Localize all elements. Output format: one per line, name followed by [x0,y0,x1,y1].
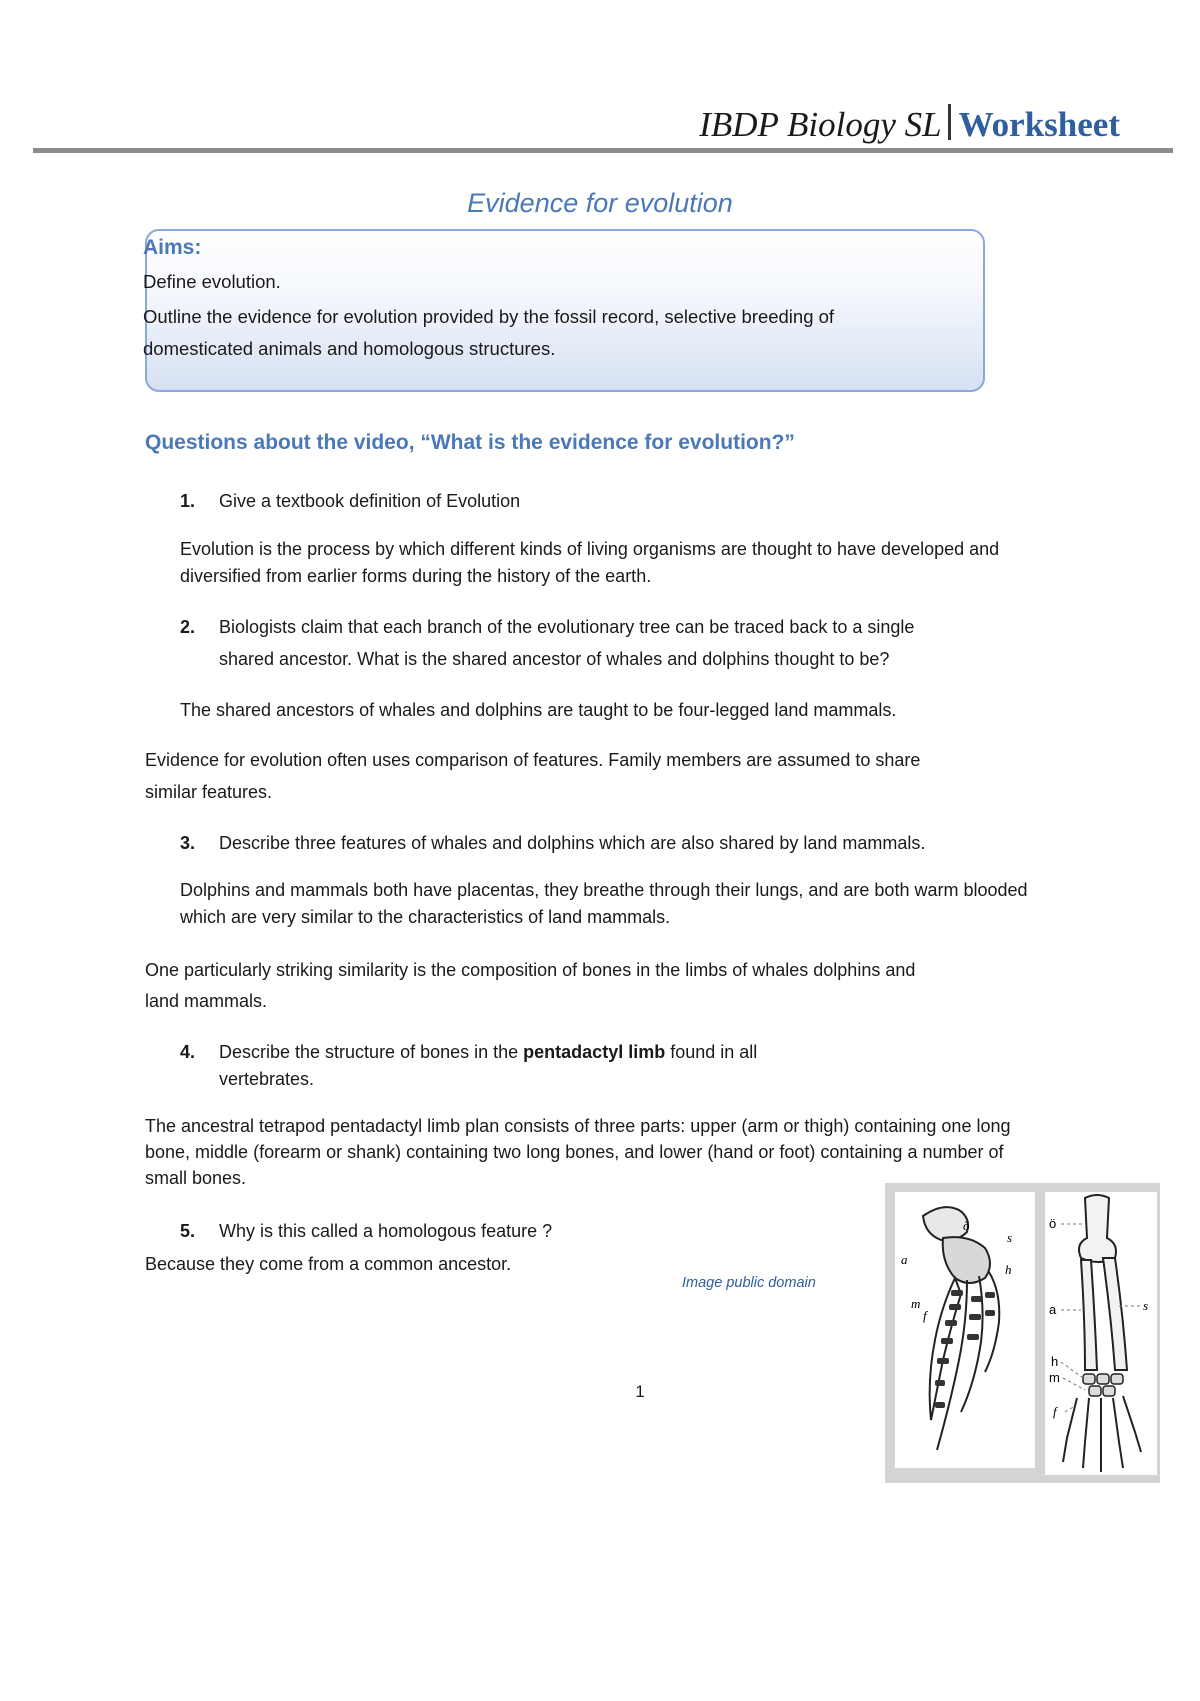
question-text: Give a textbook definition of Evolution [219,491,521,511]
question-number: 2. [180,617,196,637]
question-text: Describe the structure of bones in the [219,1042,524,1062]
header-divider [948,104,951,140]
question-text: Describe three features of whales and dolphins which are also shared by land mammals. [219,833,926,853]
question-text: vertebrates. [219,1069,315,1089]
interlude-line: land mammals. [145,991,268,1011]
figure-label: m [911,1296,921,1311]
section-heading: Questions about the video, “What is the evidence for evolution?” [145,431,795,454]
figure-label: m [1049,1370,1060,1385]
figure-label: f [1053,1404,1057,1419]
figure-label: f [923,1308,927,1323]
question-3 [180,829,1080,857]
question-text: Why is this called a homologous feature ? [219,1221,553,1241]
answer-4-line: The ancestral tetrapod pentadactyl limb plan consists of three parts: upper (arm or thigh) containing one long [145,1116,1011,1136]
answer-4-line: small bones. [145,1168,247,1188]
question-number: 4. [180,1042,196,1062]
interlude-line: similar features. [145,782,273,802]
question-4 [180,1038,1080,1098]
question-5 [180,1217,880,1245]
answer-1-line: diversified from earlier forms during the history of the earth. [180,566,652,586]
figure-label: s [1143,1298,1149,1313]
header-type: Worksheet [958,105,1120,144]
header-rule [33,148,1173,153]
figure-label: h [1051,1354,1059,1369]
aims-line: Define evolution. [143,271,281,292]
aims-label: Aims: [143,236,202,259]
forelimb-panel [1045,1192,1157,1475]
question-number: 5. [180,1221,196,1241]
question-2 [180,613,1080,673]
page-title: Evidence for evolution [467,188,733,218]
image-caption: Image public domain [682,1275,816,1291]
answer-4-line: bone, middle (forearm or shank) containing two long bones, and lower (hand or foot) containing a number of [145,1142,1004,1162]
figure-label: ö [1049,1216,1057,1231]
question-number: 3. [180,833,196,853]
key-term: pentadactyl limb [523,1042,666,1062]
aims-line: Outline the evidence for evolution provided by the fossil record, selective breeding of [143,306,835,327]
whale-flipper-panel [895,1192,1035,1468]
answer-3-line: Dolphins and mammals both have placentas, they breathe through their lungs, and are both warm blooded [180,880,1028,900]
answer-5-line: Because they come from a common ancestor. [145,1254,512,1274]
figure-label: a [1049,1302,1057,1317]
answer-3-line: which are very similar to the characteristics of land mammals. [180,907,671,927]
interlude-line: Evidence for evolution often uses comparison of features. Family members are assumed to share [145,750,921,770]
figure-label: h [1005,1262,1012,1277]
question-text: shared ancestor. What is the shared ancestor of whales and dolphins thought to be? [219,649,890,669]
figure-label: s [1007,1230,1013,1245]
question-1 [180,487,1080,515]
answer-2-line: The shared ancestors of whales and dolphins are taught to be four-legged land mammals. [180,700,897,720]
question-text: Biologists claim that each branch of the evolutionary tree can be traced back to a single [219,617,915,637]
page-number: 1 [635,1382,645,1401]
header-subject: IBDP Biology SL [699,105,942,144]
question-text: found in all [665,1042,758,1062]
interlude-line: One particularly striking similarity is the composition of bones in the limbs of whales dolphins and [145,960,916,980]
figure-label: ö [963,1218,970,1233]
aims-line: domesticated animals and homologous structures. [143,338,556,359]
answer-1-line: Evolution is the process by which different kinds of living organisms are thought to have developed and [180,539,1000,559]
figure-label: a [901,1252,908,1267]
whale-flipper-illustration [895,1192,1035,1468]
forelimb-illustration [1045,1192,1157,1475]
worksheet-header [560,104,1120,148]
question-number: 1. [180,491,196,511]
